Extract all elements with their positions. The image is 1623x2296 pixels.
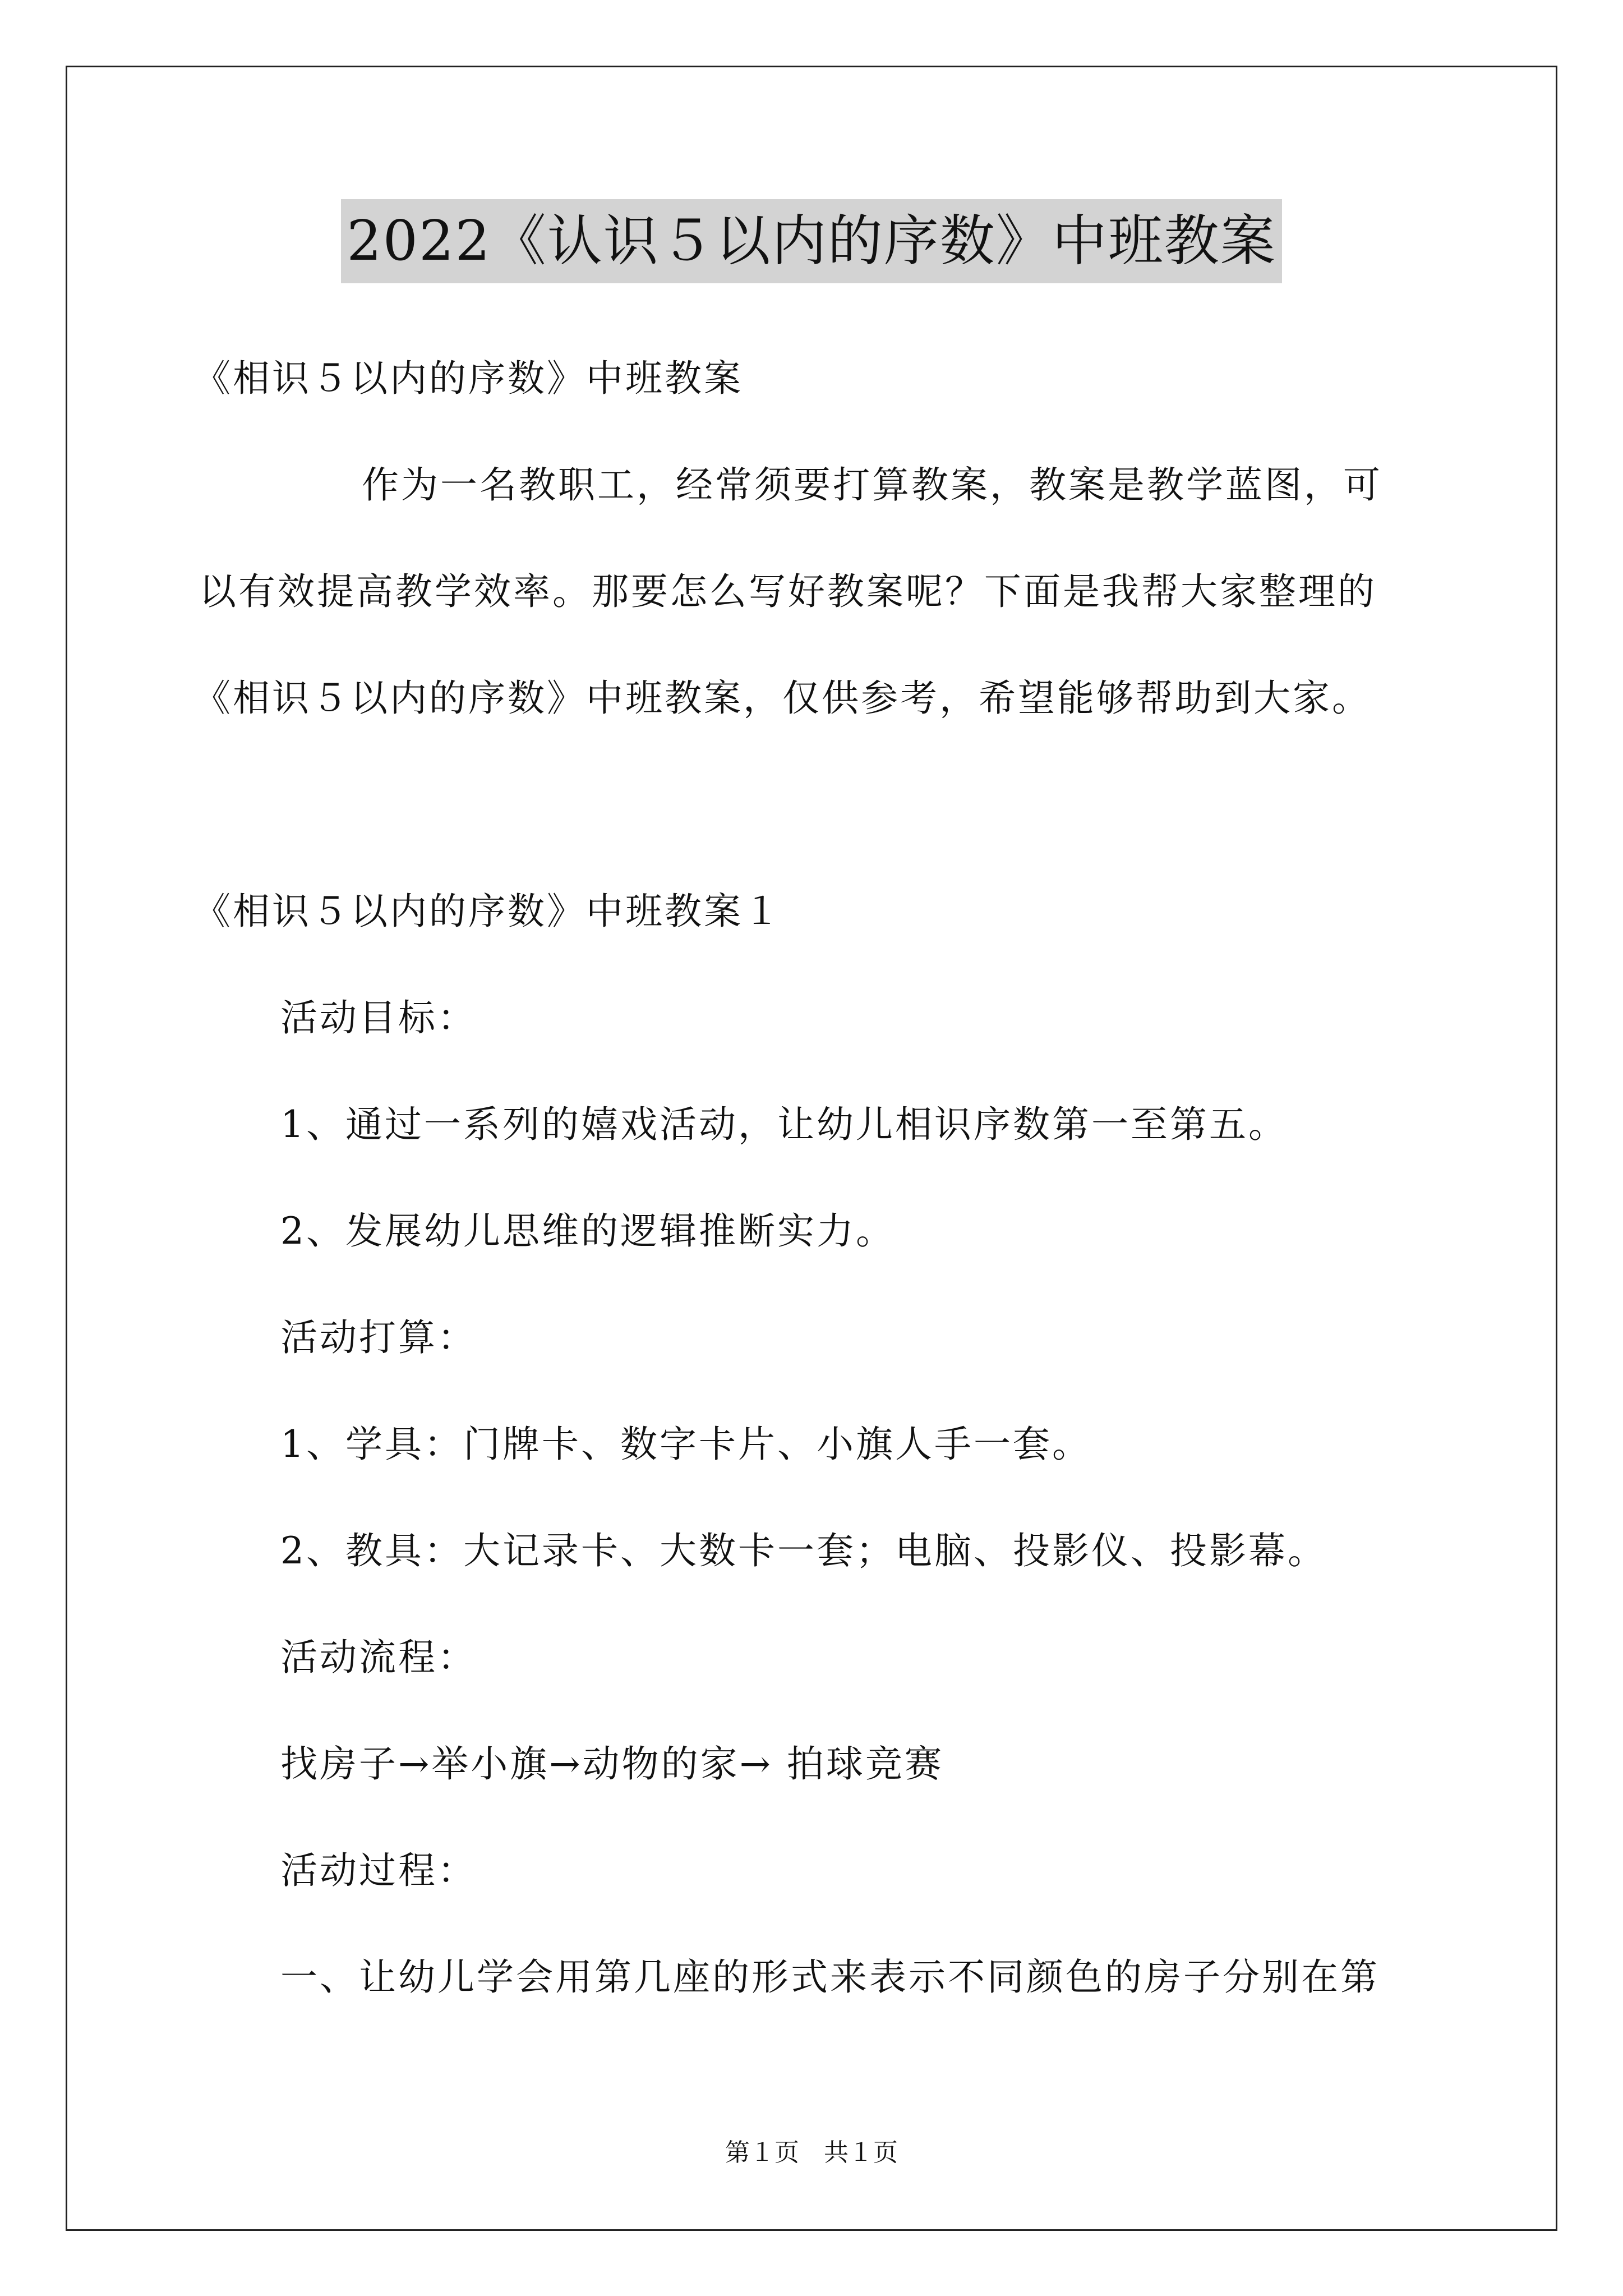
section-title: 《相识５以内的序数》中班教案１ bbox=[193, 890, 782, 933]
body-line-8: 找房子→举小旗→动物的家→ 拍球竞赛 bbox=[280, 1742, 944, 1786]
body-line-6: 2、教具：大记录卡、大数卡一套；电脑、投影仪、投影幕。 bbox=[280, 1529, 1327, 1572]
intro-line-3: 《相识５以内的序数》中班教案，仅供参考，希望能够帮助到大家。 bbox=[193, 677, 1371, 720]
body-line-5: 1、学具：门牌卡、数字卡片、小旗人手一套。 bbox=[280, 1423, 1091, 1466]
document-title: 2022《认识５以内的序数》中班教案 bbox=[341, 199, 1281, 283]
intro-line-2: 以有效提高教学效率。那要怎么写好教案呢？下面是我帮大家整理的 bbox=[199, 570, 1377, 613]
body-line-7: 活动流程： bbox=[280, 1636, 477, 1679]
body-line-9: 活动过程： bbox=[280, 1849, 477, 1892]
page-footer: 第１页 共１页 bbox=[725, 2138, 898, 2167]
subtitle: 《相识５以内的序数》中班教案 bbox=[193, 357, 743, 400]
body-line-3: 2、发展幼儿思维的逻辑推断实力。 bbox=[280, 1209, 895, 1253]
body-line-2: 1、通过一系列的嬉戏活动，让幼儿相识序数第一至第五。 bbox=[280, 1103, 1288, 1146]
body-line-4: 活动打算： bbox=[280, 1316, 477, 1359]
title-container bbox=[0, 199, 1623, 283]
intro-line-1: 作为一名教职工，经常须要打算教案，教案是教学蓝图，可 bbox=[362, 463, 1382, 507]
body-line-10: 一、让幼儿学会用第几座的形式来表示不同颜色的房子分别在第 bbox=[280, 1955, 1380, 1999]
body-line-1: 活动目标： bbox=[280, 996, 477, 1039]
